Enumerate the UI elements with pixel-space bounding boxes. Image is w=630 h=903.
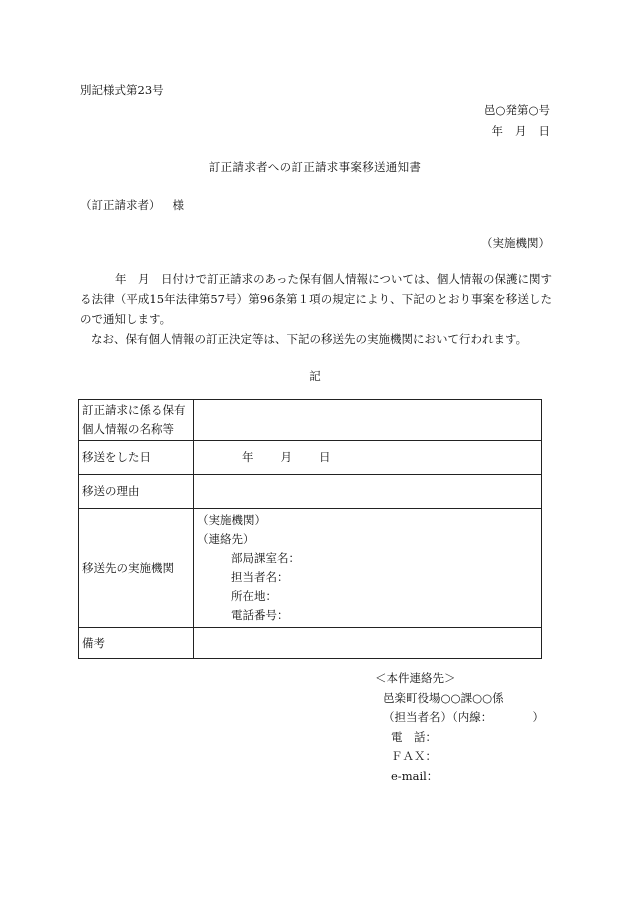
table-row bbox=[79, 509, 542, 628]
row-label-transfer-date: 移送をした日 bbox=[79, 441, 194, 475]
row-label-record-name: 訂正請求に係る保有個人情報の名称等 bbox=[79, 400, 194, 441]
contact-tel: 電 話： bbox=[391, 729, 437, 744]
dest-contact: （連絡先） bbox=[197, 532, 255, 546]
row-label-remarks: 備考 bbox=[79, 628, 194, 659]
dest-department: 部局課室名： bbox=[231, 551, 300, 565]
date-year: 年 bbox=[491, 124, 503, 138]
document-number: 邑○発第○号 bbox=[483, 103, 550, 117]
row-value-remarks bbox=[194, 628, 542, 659]
row-label-reason: 移送の理由 bbox=[79, 475, 194, 509]
addressee-honorific: 様 bbox=[172, 198, 184, 212]
body-paragraph-2: なお、保有個人情報の訂正決定等は、下記の移送先の実施機関において行われます。 bbox=[91, 332, 528, 346]
form-number: 別記様式第23号 bbox=[80, 83, 164, 97]
table-row bbox=[79, 628, 542, 659]
contact-block bbox=[375, 669, 544, 787]
addressee bbox=[80, 197, 184, 213]
row-value-transfer-date bbox=[194, 441, 542, 475]
transfer-date-month: 月 bbox=[280, 450, 292, 464]
document-title: 訂正請求者への訂正請求事案移送通知書 bbox=[208, 160, 422, 174]
contact-person: （担当者名）（内線： ） bbox=[383, 710, 544, 725]
date-day: 日 bbox=[538, 124, 550, 138]
dest-person: 担当者名： bbox=[231, 570, 289, 584]
issuer: （実施機関） bbox=[481, 236, 550, 250]
body-paragraph-1: 年 月 日付けで訂正請求のあった保有個人情報については、個人情報の保護に関する法律（平成15年法律第57号）第96条第１項の規定により、下記のとおり事案を移送したので通知します。 bbox=[80, 272, 552, 326]
contact-fax: ＦＡＸ： bbox=[391, 749, 437, 764]
transfer-date-year: 年 bbox=[242, 450, 254, 464]
table-row bbox=[79, 475, 542, 509]
document-date bbox=[480, 123, 551, 139]
detail-table bbox=[78, 399, 542, 659]
dest-address: 所在地： bbox=[231, 589, 277, 603]
table-row bbox=[79, 441, 542, 475]
body-text bbox=[80, 269, 552, 349]
dest-phone: 電話番号： bbox=[231, 608, 289, 622]
date-month: 月 bbox=[515, 124, 527, 138]
addressee-label: （訂正請求者） bbox=[80, 198, 161, 212]
contact-office: 邑楽町役場○○課○○係 bbox=[383, 690, 504, 705]
contact-email: e-mail： bbox=[391, 768, 439, 783]
table-row bbox=[79, 400, 542, 441]
dest-org: （実施機関） bbox=[197, 513, 266, 527]
transfer-date-day: 日 bbox=[319, 450, 331, 464]
contact-heading: ＜本件連絡先＞ bbox=[375, 671, 456, 685]
row-value-record-name bbox=[194, 400, 542, 441]
ki-heading: 記 bbox=[309, 369, 321, 383]
row-label-destination: 移送先の実施機関 bbox=[79, 509, 194, 628]
row-value-reason bbox=[194, 475, 542, 509]
row-value-destination bbox=[194, 509, 542, 628]
